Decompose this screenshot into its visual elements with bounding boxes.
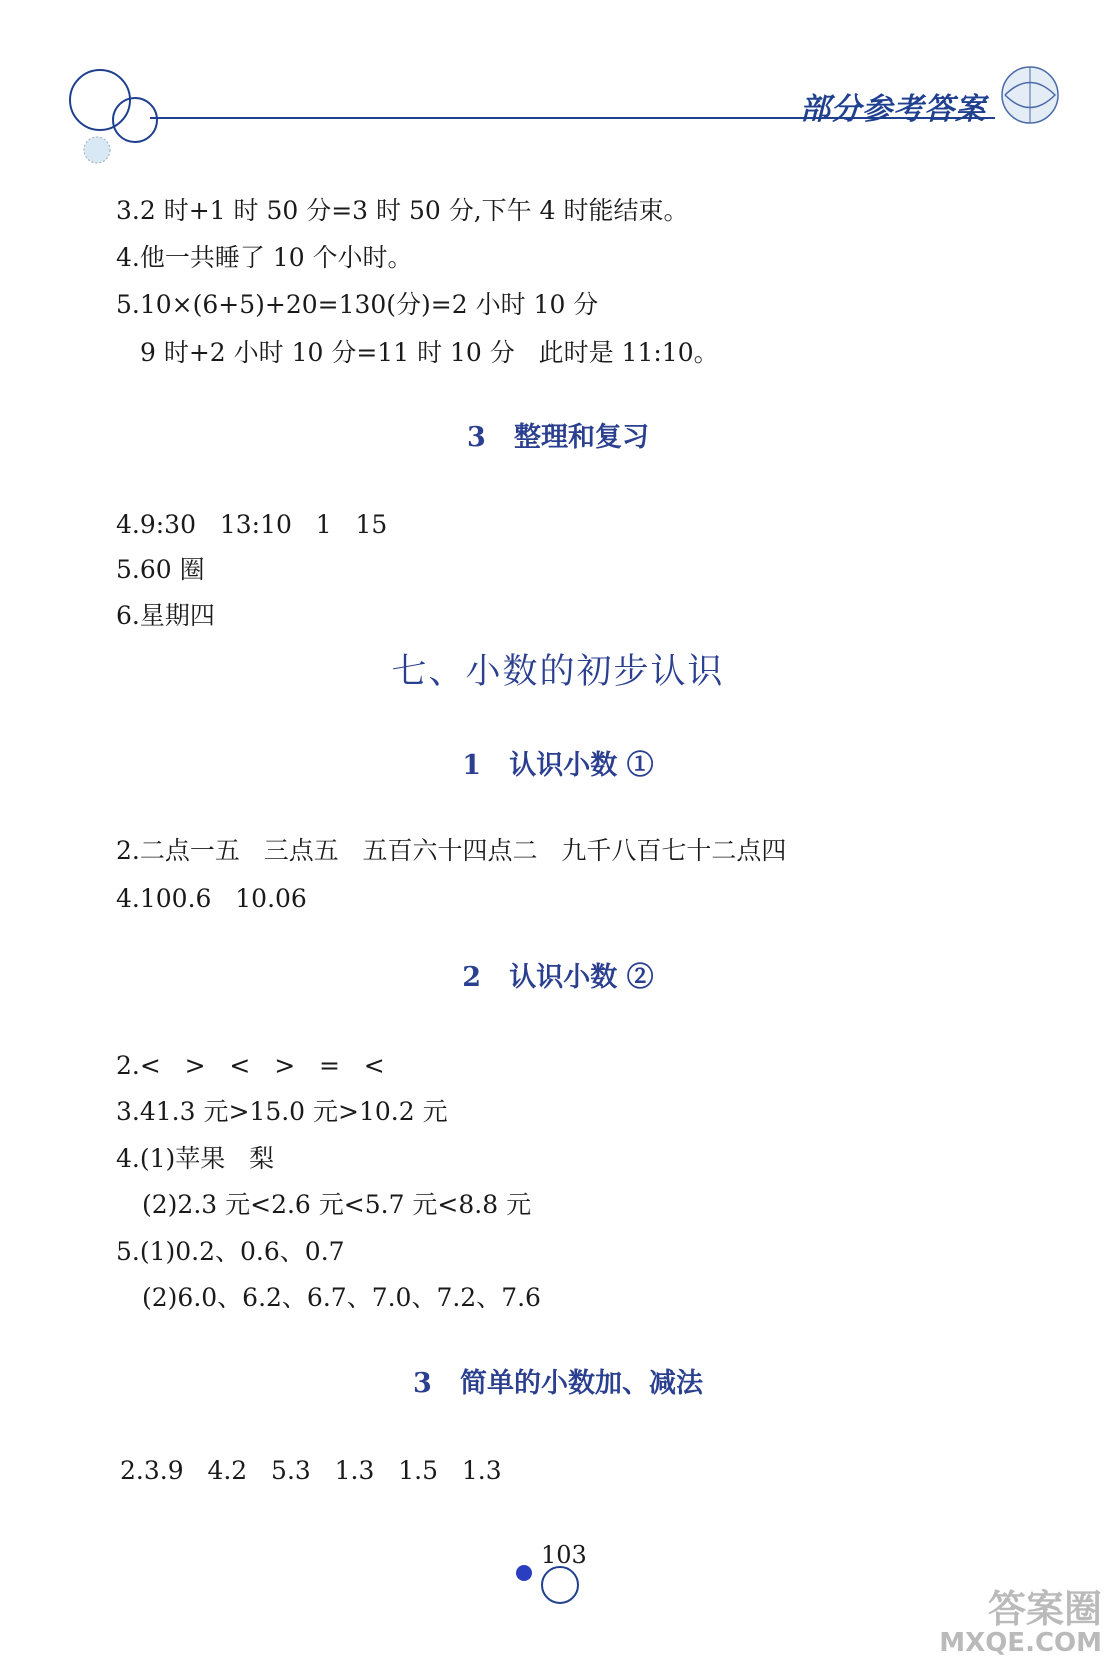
answer-line: 9 时+2 小时 10 分=11 时 10 分 此时是 11:10。 (140, 338, 719, 367)
section-title-3: 3 简单的小数加、减法 (413, 1368, 703, 1399)
answer-line: 2.二点一五 三点五 五百六十四点二 九千八百七十二点四 (116, 836, 787, 865)
watermark-logo-text: 答案圈 (987, 1586, 1102, 1631)
answer-line: 4.(1)苹果 梨 (116, 1144, 275, 1173)
answer-line: 5.(1)0.2、0.6、0.7 (116, 1237, 345, 1266)
answer-line: 6.星期四 (116, 601, 215, 630)
answer-line: 4.100.6 10.06 (116, 884, 307, 913)
header-dot-dotted (84, 137, 110, 163)
watermark-url: MXQE.COM (939, 1627, 1102, 1658)
page-number: 103 (541, 1541, 587, 1569)
answer-line: 3.41.3 元>15.0 元>10.2 元 (116, 1097, 448, 1126)
section-title-1: 1 认识小数 ① (462, 750, 654, 781)
section-title-review: 3 整理和复习 (467, 422, 649, 453)
footer-dot (516, 1565, 532, 1581)
header-globe-icon (1002, 67, 1058, 123)
header-circle-small (113, 98, 157, 142)
answer-line: 5.10×(6+5)+20=130(分)=2 小时 10 分 (116, 290, 599, 319)
answer-line: (2)2.3 元<2.6 元<5.7 元<8.8 元 (142, 1190, 532, 1219)
answer-line: (2)6.0、6.2、6.7、7.0、7.2、7.6 (142, 1283, 541, 1312)
chapter-title: 七、小数的初步认识 (391, 652, 725, 692)
header-circle-large (70, 70, 130, 130)
answer-line: 2.3.9 4.2 5.3 1.3 1.5 1.3 (120, 1456, 502, 1485)
answer-line: 3.2 时+1 时 50 分=3 时 50 分,下午 4 时能结束。 (116, 196, 689, 225)
answer-line: 5.60 圈 (116, 555, 205, 584)
answer-line: 4.他一共睡了 10 个小时。 (116, 243, 413, 272)
header-title: 部分参考答案 (800, 92, 986, 127)
answer-line: 4.9:30 13:10 1 15 (116, 510, 388, 539)
footer-circle (542, 1567, 578, 1603)
watermark (939, 1586, 1102, 1658)
answer-line: 2.< > < > = < (116, 1051, 385, 1080)
section-title-2: 2 认识小数 ② (462, 962, 654, 993)
